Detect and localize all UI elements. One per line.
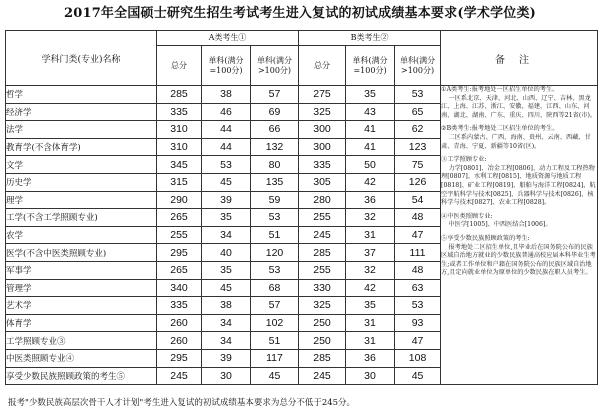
score-a-single-100-cell: 34 [202,226,251,244]
subject-name-cell: 享受少数民族照顾政策的考生⑤ [6,367,157,385]
score-b-total-cell: 285 [299,349,346,367]
score-b-single-100-cell: 36 [346,191,395,209]
score-a-total-cell: 340 [157,279,202,297]
subject-name-cell: 理学 [6,191,157,209]
score-b-single-100-cell: 37 [346,244,395,262]
score-a-total-cell: 295 [157,349,202,367]
score-a-total-cell: 310 [157,121,202,139]
score-b-total-cell: 305 [299,173,346,191]
score-b-total-cell: 245 [299,367,346,385]
remark-line: 一区系北京、天津、河北、山西、辽宁、吉林、黑龙江、上海、江苏、浙江、安徽、福建、江西、山东、河南、湖北、湖南、广东、重庆、四川、陕西等21省(市)。 [441,94,597,119]
score-a-single-100-cell: 40 [202,244,251,262]
score-a-single-gt100-cell: 53 [251,261,299,279]
score-a-single-100-cell: 35 [202,261,251,279]
score-a-single-gt100-cell: 51 [251,226,299,244]
score-b-single-100-cell: 32 [346,209,395,227]
subject-name-cell: 军事学 [6,261,157,279]
subject-name-cell: 医学(不含中医类照顾专业) [6,244,157,262]
score-b-total-cell: 255 [299,209,346,227]
score-b-single-100-cell: 30 [346,367,395,385]
subject-name-cell: 历史学 [6,173,157,191]
score-a-total-cell: 295 [157,244,202,262]
score-a-total-cell: 260 [157,314,202,332]
score-b-single-gt100-cell: 63 [395,279,441,297]
score-b-total-cell: 280 [299,191,346,209]
header-group-a: A类考生① [157,31,299,46]
score-b-total-cell: 330 [299,279,346,297]
remark-block [441,156,597,208]
score-a-single-100-cell: 45 [202,173,251,191]
score-b-single-gt100-cell: 111 [395,244,441,262]
remark-line: 二区系内蒙古、广西、海南、贵州、云南、西藏、甘肃、青海、宁夏、新疆等10省(区)。 [441,133,591,150]
score-b-single-gt100-cell: 93 [395,314,441,332]
remark-line: ②B类考生:报考地处二区招生单位的考生。 [441,125,559,133]
score-b-total-cell: 325 [299,103,346,121]
remark-line: ③工学照顾专业: [441,156,487,164]
score-b-single-gt100-cell: 53 [395,86,441,104]
score-a-single-gt100-cell: 66 [251,121,299,139]
subject-name-cell: 哲学 [6,86,157,104]
score-b-total-cell: 285 [299,244,346,262]
footnote: 报考"少数民族高层次骨干人才计划"考生进入复试的初试成绩基本要求为总分不低于245分。 [8,398,356,408]
score-a-total-cell: 245 [157,367,202,385]
header-subject-name: 学科门类(专业)名称 [6,31,157,86]
score-a-single-100-cell: 39 [202,191,251,209]
score-a-single-gt100-cell: 69 [251,103,299,121]
score-a-single-100-cell: 39 [202,349,251,367]
score-b-single-100-cell: 42 [346,173,395,191]
score-b-total-cell: 300 [299,138,346,156]
score-a-total-cell: 345 [157,156,202,174]
score-a-single-100-cell: 34 [202,314,251,332]
score-b-single-100-cell: 31 [346,226,395,244]
remark-line: 中医学[1005]、中西医结合[1006]。 [448,221,552,229]
remark-line: ④中医类照顾专业: [441,212,493,220]
score-b-single-100-cell: 35 [346,297,395,315]
header-group-b: B类考生② [299,31,441,46]
subject-name-cell: 体育学 [6,314,157,332]
score-b-single-gt100-cell: 48 [395,209,441,227]
score-a-single-100-cell: 53 [202,156,251,174]
score-a-total-cell: 265 [157,261,202,279]
score-b-single-gt100-cell: 65 [395,103,441,121]
score-b-total-cell: 325 [299,297,346,315]
remark-block [441,213,597,230]
score-b-single-gt100-cell: 47 [395,226,441,244]
score-a-single-100-cell: 30 [202,367,251,385]
score-b-single-100-cell: 32 [346,261,395,279]
score-a-total-cell: 260 [157,332,202,350]
score-a-single-gt100-cell: 57 [251,86,299,104]
score-a-single-100-cell: 45 [202,279,251,297]
score-b-single-100-cell: 31 [346,314,395,332]
remark-block [441,125,597,151]
header-a-single-gt100: 单科(满分>100分) [251,46,299,86]
header-b-single-100: 单科(满分=100分) [346,46,395,86]
page-title: 2017年全国硕士研究生招生考试考生进入复试的初试成绩基本要求(学术学位类) [63,6,537,21]
score-a-single-100-cell: 38 [202,297,251,315]
score-b-single-100-cell: 42 [346,279,395,297]
score-a-total-cell: 335 [157,297,202,315]
remark-line: 报考地处二区招生单位,且毕业后在国务院公布的民族区域自治地方就业的少数民族普通高校应届本科毕业生考生;或者工作单位和户籍在国务院公布的民族区域自治地方,且定向就业单位为原单位的少数民族在职人员考生。 [441,243,596,277]
score-b-total-cell: 275 [299,86,346,104]
subject-name-cell: 中医类照顾专业④ [6,349,157,367]
score-b-single-gt100-cell: 54 [395,191,441,209]
score-b-total-cell: 300 [299,121,346,139]
score-a-single-100-cell: 46 [202,103,251,121]
score-a-total-cell: 335 [157,103,202,121]
score-b-total-cell: 245 [299,226,346,244]
score-b-single-gt100-cell: 126 [395,173,441,191]
score-a-single-gt100-cell: 120 [251,244,299,262]
score-b-single-gt100-cell: 75 [395,156,441,174]
score-b-single-gt100-cell: 45 [395,367,441,385]
score-b-single-100-cell: 41 [346,121,395,139]
score-b-single-100-cell: 43 [346,103,395,121]
subject-name-cell: 文学 [6,156,157,174]
score-a-single-gt100-cell: 135 [251,173,299,191]
score-b-single-gt100-cell: 48 [395,261,441,279]
score-a-single-gt100-cell: 80 [251,156,299,174]
score-b-single-gt100-cell: 47 [395,332,441,350]
score-b-single-gt100-cell: 53 [395,297,441,315]
header-b-total: 总分 [299,46,346,86]
table-row [6,86,598,104]
subject-name-cell: 工学照顾专业③ [6,332,157,350]
subject-name-cell: 法学 [6,121,157,139]
remark-block [441,86,597,120]
score-a-total-cell: 285 [157,86,202,104]
remark-block [441,235,597,278]
subject-name-cell: 管理学 [6,279,157,297]
subject-name-cell: 经济学 [6,103,157,121]
score-a-single-gt100-cell: 132 [251,138,299,156]
score-b-single-100-cell: 50 [346,156,395,174]
score-b-total-cell: 250 [299,332,346,350]
header-a-total: 总分 [157,46,202,86]
header-a-single-100: 单科(满分=100分) [202,46,251,86]
score-a-single-100-cell: 44 [202,138,251,156]
score-a-total-cell: 290 [157,191,202,209]
score-b-total-cell: 335 [299,156,346,174]
score-a-single-gt100-cell: 68 [251,279,299,297]
score-a-single-100-cell: 35 [202,209,251,227]
remarks-cell [441,86,598,385]
score-a-single-gt100-cell: 102 [251,314,299,332]
score-a-single-gt100-cell: 117 [251,349,299,367]
score-a-single-gt100-cell: 59 [251,191,299,209]
score-a-single-gt100-cell: 45 [251,367,299,385]
score-b-single-100-cell: 36 [346,349,395,367]
score-b-single-100-cell: 35 [346,86,395,104]
score-a-single-100-cell: 38 [202,86,251,104]
header-remarks: 备注 [441,31,598,86]
remark-line: 力学[0801]、冶金工程[0806]、动力工程及工程热物理[0807]、水利工程[0815]、地质资源与地质工程[0818]、矿业工程[0819]、船舶与海洋工程[0824]、航空宇航科学与技术[0825]、兵器科学与技术[0826]、核科学与技术[0827]、农业工程[0828]。 [441,164,596,207]
score-b-single-100-cell: 31 [346,332,395,350]
score-a-single-100-cell: 34 [202,332,251,350]
score-a-single-100-cell: 44 [202,121,251,139]
subject-name-cell: 教育学(不含体育学) [6,138,157,156]
score-a-total-cell: 265 [157,209,202,227]
score-b-single-gt100-cell: 123 [395,138,441,156]
score-a-single-gt100-cell: 51 [251,332,299,350]
score-table [5,30,598,385]
score-a-total-cell: 315 [157,173,202,191]
score-b-total-cell: 255 [299,261,346,279]
score-b-total-cell: 250 [299,314,346,332]
score-b-single-100-cell: 41 [346,138,395,156]
subject-name-cell: 艺术学 [6,297,157,315]
subject-name-cell: 工学(不含工学照顾专业) [6,209,157,227]
subject-name-cell: 农学 [6,226,157,244]
score-a-single-gt100-cell: 53 [251,209,299,227]
score-a-total-cell: 310 [157,138,202,156]
remark-line: ⑤享受少数民族照顾政策的考生: [441,234,530,242]
score-b-single-gt100-cell: 108 [395,349,441,367]
score-a-single-gt100-cell: 57 [251,297,299,315]
remark-line: ①A类考生:报考地处一区招生单位的考生。 [441,86,559,93]
header-b-single-gt100: 单科(满分>100分) [395,46,441,86]
score-b-single-gt100-cell: 62 [395,121,441,139]
score-a-total-cell: 255 [157,226,202,244]
